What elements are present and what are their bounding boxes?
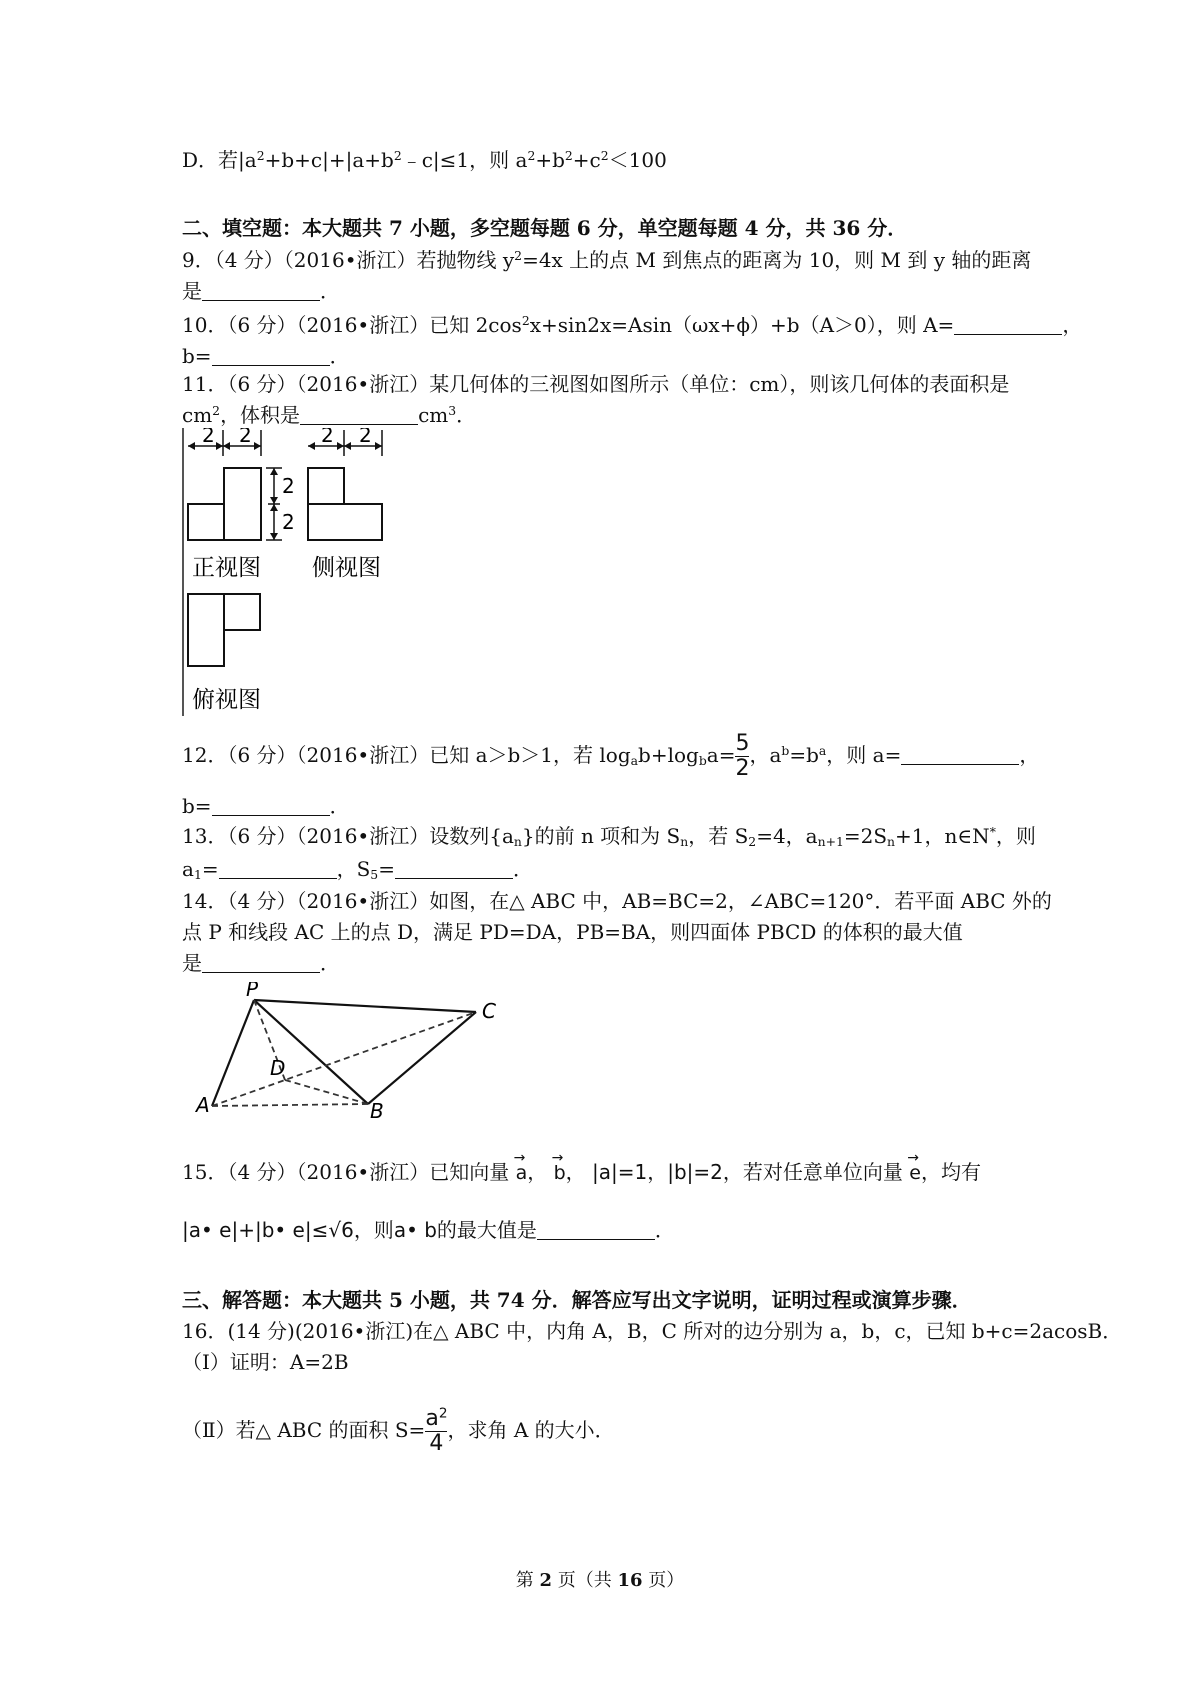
answer-blank [202, 280, 320, 301]
edge-BC [368, 1012, 476, 1104]
section-3-heading: 三、解答题：本大题共 5 小题，共 74 分．解答应写出文字说明，证明过程或演算步骤． [182, 1288, 972, 1312]
side-view-label: 侧视图 [312, 555, 381, 581]
question-13-line2: $a_1=$ ，$S_5=$ ． [182, 857, 533, 883]
answer-blank [212, 795, 330, 816]
question-9-line2: 是 ． [182, 279, 340, 303]
question-15-line2: |a• e|+|b• e|≤√6，则a• b的最大值是 ． [182, 1218, 675, 1242]
point-label-P: P [246, 982, 259, 1001]
edge-PC [254, 1000, 476, 1012]
question-16-part-i: （Ⅰ）证明：A=2B [182, 1350, 349, 1374]
three-view-figure [178, 428, 438, 724]
sqrt-six: √6 [328, 1218, 354, 1242]
question-10-line2: b= ． [182, 344, 350, 368]
fraction: $\frac{a^2}{4}$ [425, 1405, 448, 1456]
q8-option-d: D．若$|a^2+b+c|+|a+b^2﹣c|\le 1$，则 $a^2+b^2+c^2<100$ [182, 148, 667, 172]
question-14: 14．（4 分）（2016•浙江）如图，在△ ABC 中，AB=BC=2，∠ABC=120°．若平面 ABC 外的 [182, 889, 1052, 913]
question-12-line2: b= ． [182, 794, 350, 818]
question-16-part-ii: （Ⅱ）若△ ABC 的面积 S= $\frac{a^2}{4}$ ，求角 A 的大小． [182, 1405, 615, 1456]
point-label-D: D [270, 1056, 286, 1080]
question-14-line3: 是 ． [182, 951, 340, 975]
dot-product-ab: a• b [393, 1218, 437, 1242]
answer-blank [202, 952, 320, 973]
vector-e: → e [909, 1160, 921, 1183]
question-15: 15．（4 分）（2016•浙江）已知向量 → a， → b， |a|=1，|b|=2，若对任意单位向量 → e，均有 [182, 1160, 981, 1183]
dim-label: 2 [359, 428, 372, 447]
dim-label: 2 [239, 428, 252, 447]
edge-PB [254, 1000, 368, 1104]
vector-a: → a [516, 1160, 528, 1183]
question-16: 16．(14 分)(2016•浙江)在△ ABC 中，内角 A，B，C 所对的边分别为 a，b，c，已知 b+c=2acosB． [182, 1319, 1123, 1343]
question-12: 12．（6 分）（2016•浙江）已知 a＞b＞1，若 $\log_ab+\log_ba=$ $\frac{5}{2}$ ，$a^b=b^a$，则 a= ， [182, 731, 1040, 781]
answer-blank [954, 314, 1062, 335]
answer-blank [901, 744, 1019, 765]
dim-label: 2 [321, 428, 334, 447]
question-14-line2: 点 P 和线段 AC 上的点 D，满足 PD=DA，PB=BA，则四面体 PBCD 的体积的最大值 [182, 920, 963, 944]
answer-blank [395, 858, 513, 879]
dim-label: 2 [282, 510, 295, 534]
tetrahedron-figure [180, 982, 510, 1122]
answer-blank [537, 1219, 655, 1240]
point-label-A: A [196, 1093, 210, 1117]
edge-PA [212, 1000, 254, 1106]
section-2-heading: 二、填空题：本大题共 7 小题，多空题每题 6 分，单空题每题 4 分，共 36 分． [182, 216, 908, 240]
front-view-label: 正视图 [192, 555, 261, 581]
edge-AB [212, 1104, 368, 1106]
inequality-expr: |a• e|+|b• e|≤ [182, 1218, 329, 1242]
answer-blank [212, 345, 330, 366]
question-9: 9．（4 分）（2016•浙江）若抛物线 $y^2=4x$ 上的点 M 到焦点的距离为 10，则 M 到 y 轴的距离 [182, 248, 1032, 272]
fraction: $\frac{5}{2}$ [735, 731, 750, 781]
dim-label: 2 [282, 474, 295, 498]
page-footer: 第 2 页（共 16 页） [515, 1570, 685, 1591]
question-11: 11．（6 分）（2016•浙江）某几何体的三视图如图所示（单位：cm），则该几何体的表面积是 [182, 372, 1010, 396]
point-label-B: B [370, 1099, 384, 1122]
answer-blank [300, 404, 418, 425]
edge-AC [212, 1012, 476, 1106]
top-view-label: 俯视图 [192, 687, 261, 713]
point-label-C: C [482, 999, 496, 1023]
answer-blank [219, 858, 337, 879]
dim-label: 2 [202, 428, 215, 447]
vector-b: → b [554, 1160, 566, 1183]
question-11-line2: $cm^2$，体积是 $cm^3$． [182, 403, 477, 427]
question-13: 13．（6 分）（2016•浙江）设数列$\{a_n\}$的前 n 项和为 $S_n$，若 $S_2=4$，$a_{n+1}=2S_n+1$，n∈N*，则 [182, 824, 1036, 850]
question-10: 10．（6 分）（2016•浙江）已知 $2\cos^2x+\sin 2x=Asin(\omega x+\phi)+b(A>0)$，则 A= ， [182, 313, 1083, 337]
